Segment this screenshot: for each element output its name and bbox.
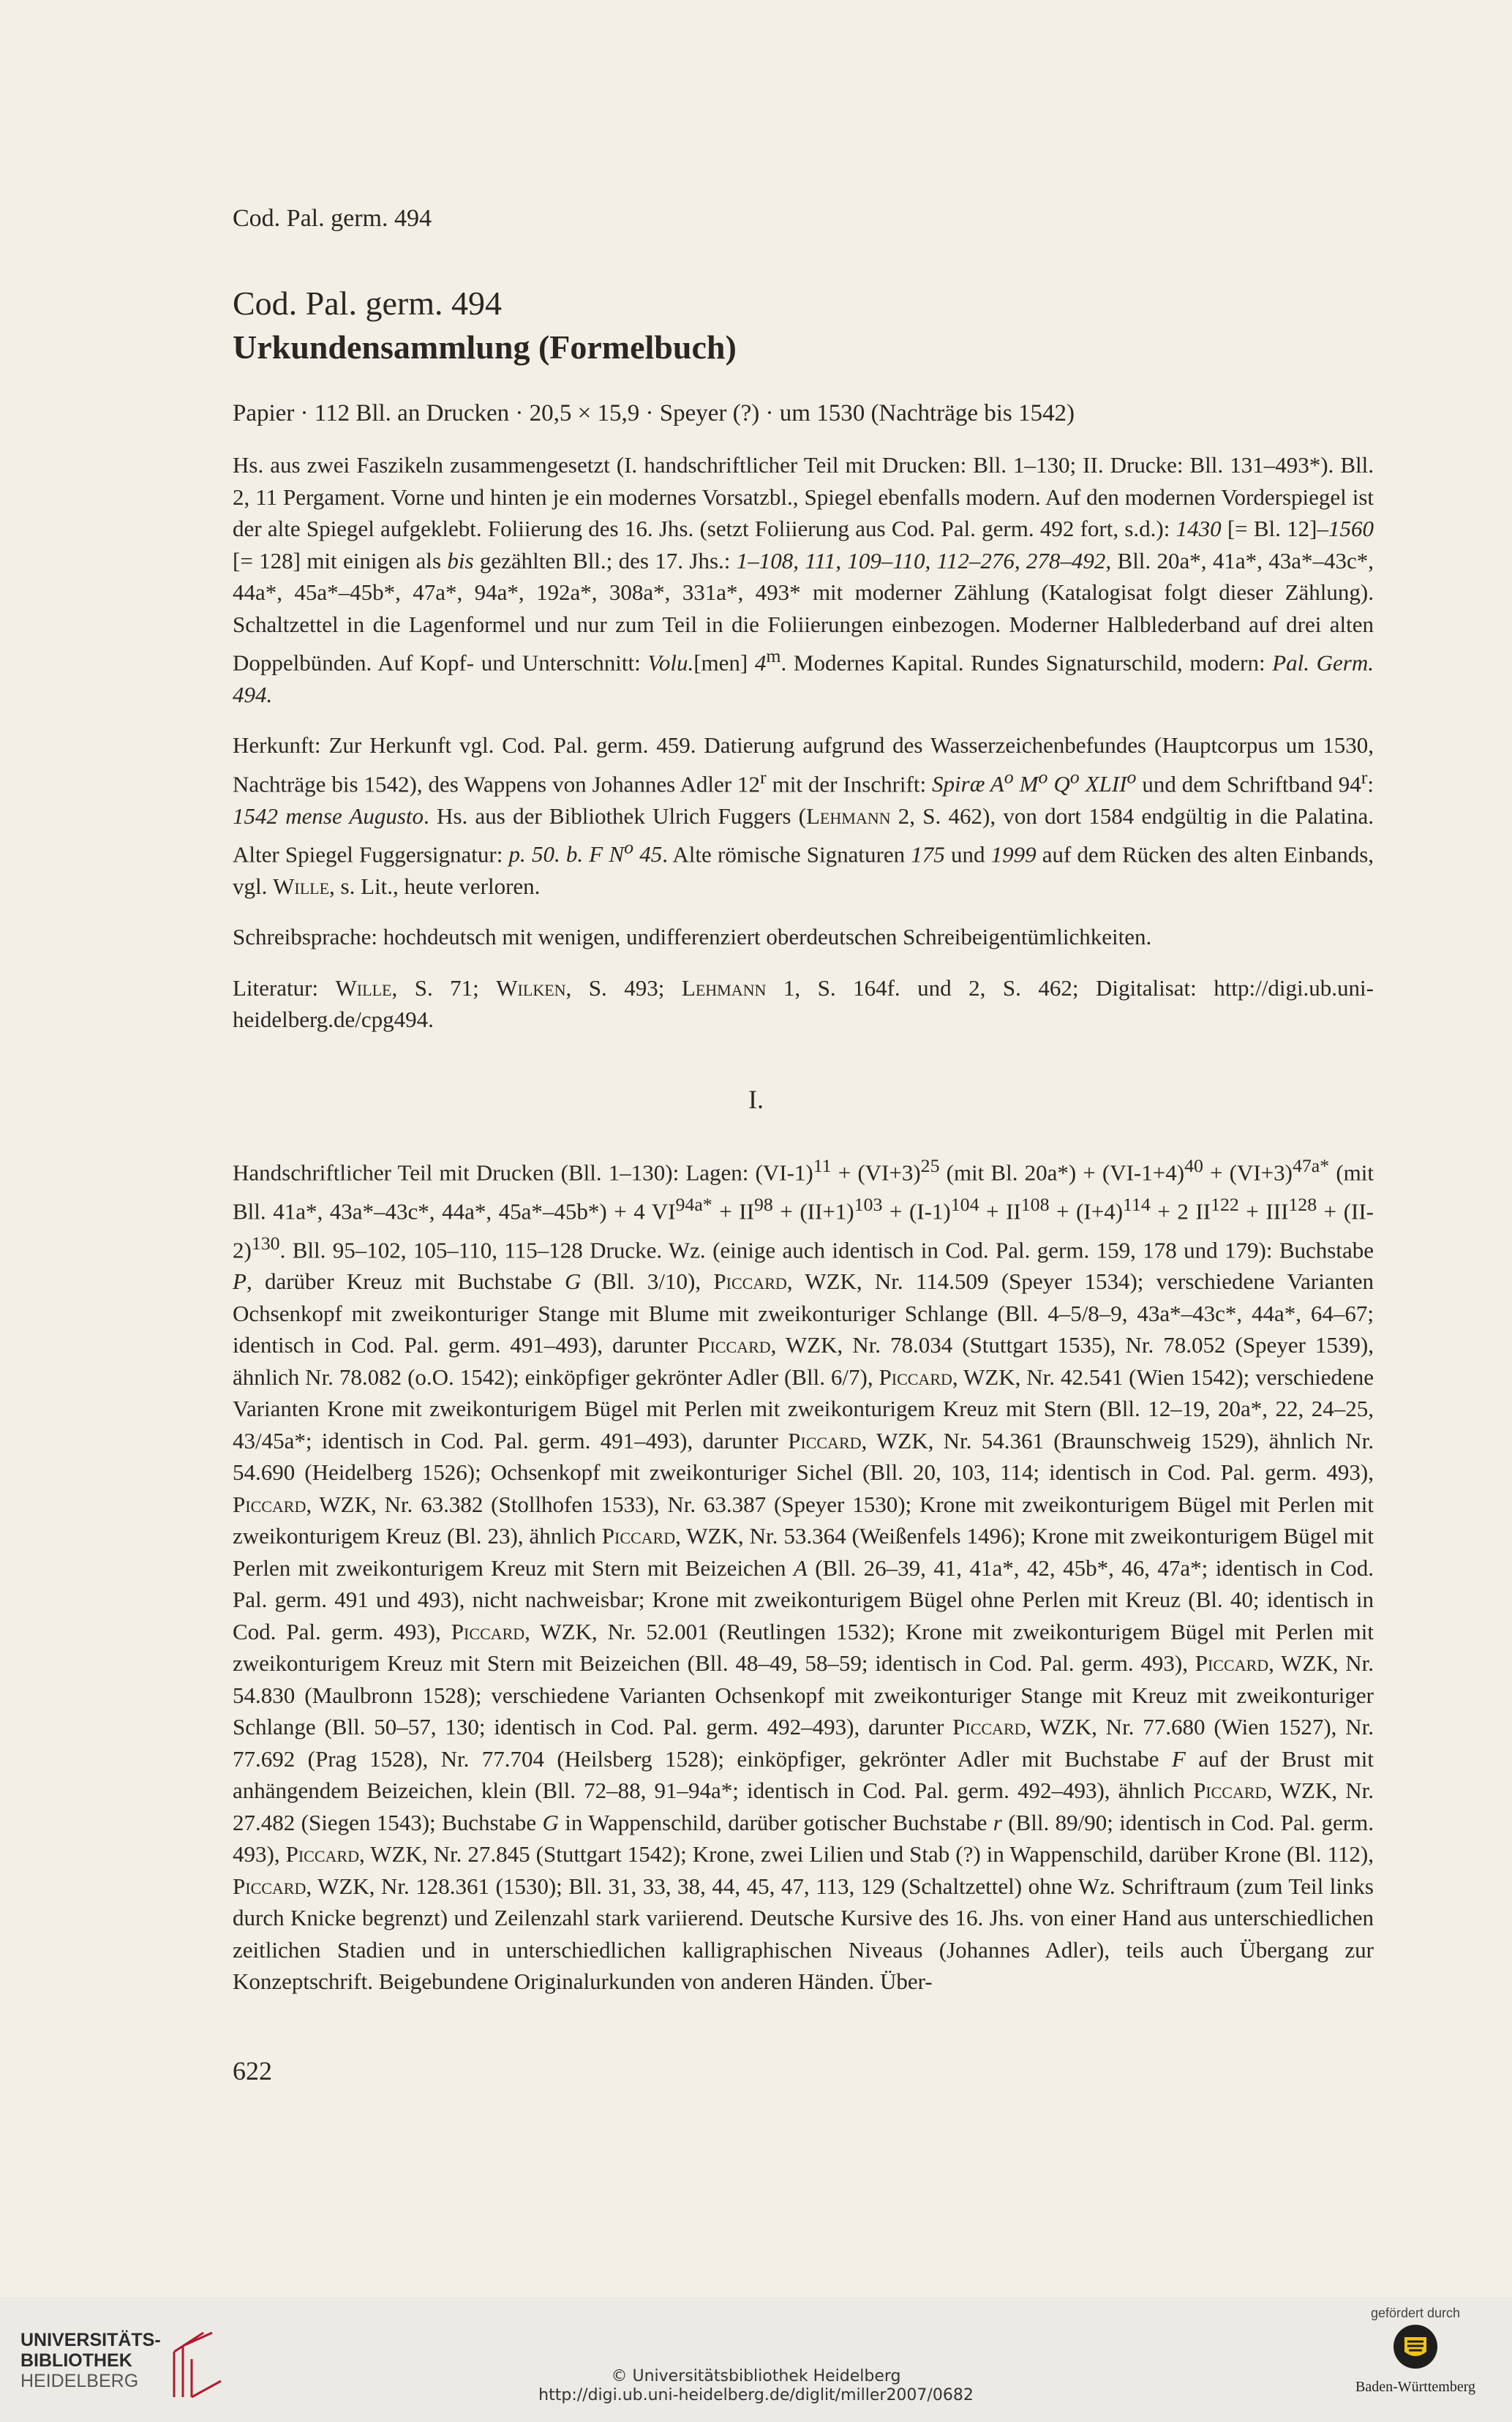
entry-shelfmark: Cod. Pal. germ. 494 xyxy=(233,285,502,322)
copyright-text: © Universitätsbibliothek Heidelberg xyxy=(611,2367,901,2385)
paragraph-provenance: Herkunft: Zur Herkunft vgl. Cod. Pal. germ. 459. Datierung aufgrund des Wasserzeichenbefundes (Hauptcorpus um 1530, Nachträge bis 1542), des Wappens von Johannes Adler 12$^r$ mit der Inschrift: Spiræ $A^o$ $M^o$ $Q^o$ XLII$^o$ und dem Schriftband 94$^r$: 1542 mense Augusto. Hs. aus der Bibliothek Ulrich Fuggers (Lehmann 2, S. 462), von dort 1584 endgültig in die Palatina. Alter Spiegel Fuggersignatur: p. 50. b. F $N^o$ 45. Alte römische Signaturen 175 und 1999 auf dem Rücken des alten Einbands, vgl. Wille, s. Lit., heute verloren. xyxy=(233,732,1374,899)
running-head: Cod. Pal. germ. 494 xyxy=(233,205,432,232)
entry-title-block xyxy=(233,282,1374,429)
baden-wuerttemberg-crest-icon xyxy=(1390,2321,1441,2372)
sponsor-block xyxy=(1331,2306,1500,2396)
section-numeral: I. xyxy=(748,1085,764,1114)
paragraph-language: Schreibsprache: hochdeutsch mit wenigen, undifferenziert oberdeutschen Schreibeigentümlichkeiten. xyxy=(233,924,1152,950)
sponsor-label: gefördert durch xyxy=(1370,2306,1461,2320)
sponsor-name: Baden-Württemberg xyxy=(1355,2379,1475,2395)
page-number: 622 xyxy=(233,2056,272,2086)
paragraph-quires-watermarks: Handschriftlicher Teil mit Drucken (Bll. 1–130): Lagen: $(VI-1)^{11} + (VI+3)^{25}$ (mit Bl. $20a*) + (VI-1+4)^{40} + (VI+3)^{47a*}$ (mit Bll. 41a*, 43a*–43c*, 44a*, 45a*–45b*) + 4 $VI^{94a*} + II^{98} + (II+1)^{103} + (I-1)^{104} + II^{108} + (I+4)^{114} + 2$ $II^{122} + III^{128} + (II-2)^{130}$. Bll. 95–102, 105–110, 115–128 Drucke. Wz. (einige auch identisch in Cod. Pal. germ. 159, 178 und 179): Buchstabe P, darüber Kreuz mit Buchstabe G (Bll. 3/10), Piccard, WZK, Nr. 114.509 (Speyer 1534); verschiedene Varianten Ochsenkopf mit zweikonturiger Stange mit Blume mit zweikonturiger Schlange (Bll. 4–5/8–9, 43a*–43c*, 44a*, 64–67; identisch in Cod. Pal. germ. 491–493), darunter Piccard, WZK, Nr. 78.034 (Stuttgart 1535), Nr. 78.052 (Speyer 1539), ähnlich Nr. 78.082 (o.O. 1542); einköpfiger gekrönter Adler (Bll. 6/7), Piccard, WZK, Nr. 42.541 (Wien 1542); verschiedene Varianten Krone mit zweikonturigem Bügel mit Perlen mit zweikonturigem Kreuz mit Stern (Bll. 12–19, 20a*, 22, 24–25, 43/45a*; identisch in Cod. Pal. germ. 491–493), darunter Piccard, WZK, Nr. 54.361 (Braunschweig 1529), ähnlich Nr. 54.690 (Heidelberg 1526); Ochsenkopf mit zweikonturiger Sichel (Bll. 20, 103, 114; identisch in Cod. Pal. germ. 493), Piccard, WZK, Nr. 63.382 (Stollhofen 1533), Nr. 63.387 (Speyer 1530); Krone mit zweikonturigem Bügel mit Perlen mit zweikonturigem Kreuz (Bl. 23), ähnlich Piccard, WZK, Nr. 53.364 (Weißenfels 1496); Krone mit zweikonturigem Bügel mit Perlen mit zweikonturigem Kreuz mit Stern mit Beizeichen A (Bll. 26–39, 41, 41a*, 42, 45b*, 46, 47a*; identisch in Cod. Pal. germ. 491 und 493), nicht nachweisbar; Krone mit zweikonturigem Bügel ohne Perlen mit Kreuz (Bl. 40; identisch in Cod. Pal. germ. 493), Piccard, WZK, Nr. 52.001 (Reutlingen 1532); Krone mit zweikonturigem Bügel mit Perlen mit zweikonturigem Kreuz mit Stern mit Beizeichen (Bll. 48–49, 58–59; identisch in Cod. Pal. germ. 493), Piccard, WZK, Nr. 54.830 (Maulbronn 1528); verschiedene Varianten Ochsenkopf mit zweikonturiger Stange mit Kreuz mit zweikonturiger Schlange (Bll. 50–57, 130; identisch in Cod. Pal. germ. 492–493), darunter Piccard, WZK, Nr. 77.680 (Wien 1527), Nr. 77.692 (Prag 1528), Nr. 77.704 (Heilsberg 1528); einköpfiger, gekrönter Adler mit Buchstabe F auf der Brust mit anhängendem Beizeichen, klein (Bll. 72–88, 91–94a*; identisch in Cod. Pal. germ. 492–493), ähnlich Piccard, WZK, Nr. 27.482 (Siegen 1543); Buchstabe G in Wappenschild, darüber gotischer Buchstabe r (Bll. 89/90; identisch in Cod. Pal. germ. 493), Piccard, WZK, Nr. 27.845 (Stuttgart 1542); Krone, zwei Lilien und Stab (?) in Wappenschild, darüber Krone (Bl. 112), Piccard, WZK, Nr. 128.361 (1530); Bll. 31, 33, 38, 44, 45, 47, 113, 129 (Schaltzettel) ohne Wz. Schriftraum (zum Teil links durch Knicke begrenzt) und Zeilenzahl stark variierend. Deutsche Kursive des 16. Jhs. von einer Hand aus unterschiedlichen zeitlichen Stadien und in unterschiedlichen kalligraphischen Niveaus (Johannes Adler), teils auch Übergang zur Konzeptschrift. Beigebundene Originalurkunden von anderen Händen. Über- xyxy=(233,1155,1374,1995)
permalink[interactable]: http://digi.ub.uni-heidelberg.de/diglit/miller2007/0682 xyxy=(538,2386,974,2404)
ub-logo-text: UNIVERSITÄTS- BIBLIOTHEK HEIDELBERG xyxy=(20,2330,161,2391)
paragraph-literature: Literatur: Wille, S. 71; Wilken, S. 493; Lehmann 1, S. 164f. und 2, S. 462; Digitalisat: http://digi.ub.uni-heidelberg.de/cpg494. xyxy=(233,974,1374,1033)
entry-description xyxy=(233,449,1374,1055)
section-description xyxy=(233,1150,1374,1998)
copyright-block xyxy=(0,2367,1512,2405)
entry-meta-line: Papier · 112 Bll. an Drucken · 20,5 × 15,9 · Speyer (?) · um 1530 (Nachträge bis 1542) xyxy=(233,400,1075,426)
entry-title: Urkundensammlung (Formelbuch) xyxy=(233,328,737,366)
paragraph-codicology: Hs. aus zwei Faszikeln zusammengesetzt (I. handschriftlicher Teil mit Drucken: Bll. 1–130; II. Drucke: Bll. 131–493*). Bll. 2, 11 Pergament. Vorne und hinten je ein modernes Vorsatzbl., Spiegel ebenfalls modern. Auf den modernen Vorderspiegel ist der alte Spiegel aufgeklebt. Foliierung des 16. Jhs. (setzt Foliierung aus Cod. Pal. germ. 492 fort, s.d.): 1430 [= Bl. 12]–1560 [= 128] mit einigen als bis gezählten Bll.; des 17. Jhs.: 1–108, 111, 109–110, 112–276, 278–492, Bll. 20a*, 41a*, 43a*–43c*, 44a*, 45a*–45b*, 47a*, 94a*, 192a*, 308a*, 331a*, 493* mit moderner Zählung (Katalogisat folgt dieser Zählung). Schaltzettel in die Lagenformel und nur zum Teil in die Foliierungen einbezogen. Moderner Halblederband auf drei alten Doppelbünden. Auf Kopf- und Unterschnitt: Volu.[men] 4$^m$. Modernes Kapital. Rundes Signaturschild, modern: Pal. Germ. 494. xyxy=(233,452,1374,707)
